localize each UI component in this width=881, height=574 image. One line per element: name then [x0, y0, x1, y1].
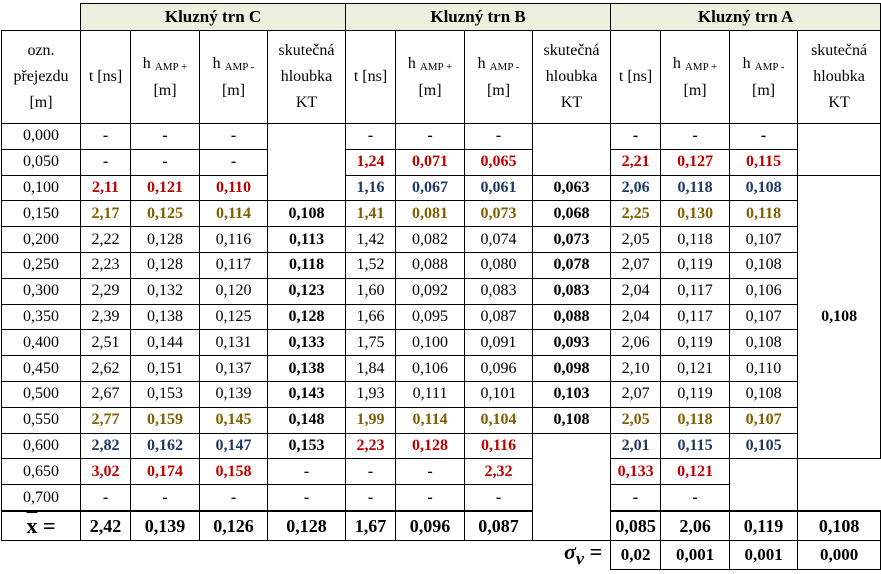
- b-h-amp-plus-cell: 0,088: [396, 252, 465, 278]
- mean-equals: =: [37, 512, 56, 538]
- c-h-amp-plus-cell: 0,151: [131, 356, 200, 382]
- c-h-amp-minus-cell: -: [200, 485, 268, 511]
- a-sigma-cell: 0,001: [661, 540, 730, 569]
- h-symbol: h: [407, 54, 416, 72]
- sigma-symbol: σ: [564, 540, 576, 564]
- b-h-amp-plus-cell: -: [346, 485, 396, 511]
- table-row: [2, 304, 881, 330]
- table-row: [2, 201, 881, 227]
- a-h-amp-minus-cell: 0,121: [661, 459, 730, 485]
- a-t-cell: -: [611, 124, 661, 150]
- t-header: t [ns]: [81, 31, 131, 124]
- b-h-amp-minus-cell: 0,074: [465, 227, 533, 253]
- a-h-amp-plus-cell: 0,117: [661, 278, 730, 304]
- h-amp-minus-header: [465, 31, 533, 124]
- a-t-cell: 2,06: [611, 175, 661, 201]
- ozn-cell: 0,150: [2, 201, 81, 227]
- c-h-amp-minus-cell: 0,158: [200, 459, 268, 485]
- a-h-amp-minus-cell: 0,107: [730, 407, 798, 433]
- c-h-amp-minus-cell: 0,120: [200, 278, 268, 304]
- header-line: ozn.: [27, 42, 55, 59]
- header-line: hloubka: [813, 68, 865, 85]
- header-line: [m]: [29, 94, 53, 111]
- c-h-amp-minus-cell: 0,137: [200, 356, 268, 382]
- c-t-cell: 3,02: [81, 459, 131, 485]
- b-h-amp-minus-cell: 0,091: [465, 330, 533, 356]
- b-h-amp-plus-cell: -: [396, 124, 465, 150]
- b-h-amp-minus-cell: 0,101: [465, 381, 533, 407]
- header-line: hloubka: [545, 68, 598, 85]
- a-sigma-cell: 0,02: [611, 540, 661, 569]
- c-mean-cell: 0,128: [268, 511, 346, 541]
- c-h-amp-plus-cell: 0,138: [131, 304, 200, 330]
- a-t-cell: 2,05: [611, 407, 661, 433]
- b-h-amp-plus-cell: 0,100: [396, 330, 465, 356]
- ozn-cell: 0,300: [2, 278, 81, 304]
- a-sigma-cell: 0,001: [730, 540, 798, 569]
- h-amp-plus-header: [661, 31, 730, 124]
- a-h-amp-minus-cell: 0,108: [730, 175, 798, 201]
- b-h-amp-plus-cell: 0,081: [396, 201, 465, 227]
- table-row: [2, 356, 881, 382]
- c-h-amp-plus-cell: 0,125: [131, 201, 200, 227]
- a-h-amp-minus-cell: -: [730, 124, 798, 150]
- a-t-cell: 2,07: [611, 381, 661, 407]
- c-h-amp-plus-cell: 0,162: [131, 433, 200, 459]
- c-h-amp-plus-cell: -: [131, 485, 200, 511]
- a-h-amp-minus-cell: 0,106: [730, 278, 798, 304]
- h-amp-minus-header: [200, 31, 268, 124]
- sigma-label: [465, 540, 611, 569]
- a-h-amp-plus-cell: -: [661, 124, 730, 150]
- c-t-cell: -: [81, 149, 131, 175]
- c-mean-cell: 0,126: [200, 511, 268, 541]
- c-h-amp-plus-cell: -: [131, 149, 200, 175]
- b-kt-cell: 0,063: [533, 175, 611, 201]
- table-row: [2, 252, 881, 278]
- c-h-amp-minus-cell: 0,131: [200, 330, 268, 356]
- c-h-amp-minus-cell: -: [200, 124, 268, 150]
- ozn-cell: 0,500: [2, 381, 81, 407]
- header-line: skutečná: [278, 42, 335, 59]
- c-t-cell: 2,29: [81, 278, 131, 304]
- sigma-row: [2, 540, 881, 569]
- h-amp-plus-header: [131, 31, 200, 124]
- c-h-amp-minus-cell: 0,110: [200, 175, 268, 201]
- a-t-cell: 2,10: [611, 356, 661, 382]
- b-h-amp-minus-cell: 0,061: [465, 175, 533, 201]
- b-mean-cell: 0,096: [396, 511, 465, 541]
- a-mean-cell: 2,06: [661, 511, 730, 541]
- b-h-amp-plus-cell: 0,106: [396, 356, 465, 382]
- ozn-cell: 0,550: [2, 407, 81, 433]
- b-h-amp-plus-cell: 0,071: [396, 149, 465, 175]
- h-subscript: AMP -: [224, 60, 255, 73]
- b-t-cell: 1,60: [346, 278, 396, 304]
- b-kt-cell: 0,083: [533, 278, 611, 304]
- c-t-cell: 2,11: [81, 175, 131, 201]
- empty-corner: [2, 4, 81, 31]
- a-h-amp-minus-cell: 0,108: [730, 252, 798, 278]
- c-kt-cell: 0,153: [268, 433, 346, 459]
- b-h-amp-minus-cell: -: [396, 485, 465, 511]
- a-sigma-cell: 0,000: [798, 540, 881, 569]
- group-b-header: Kluzný trn B: [346, 4, 611, 31]
- a-t-cell: 2,06: [611, 330, 661, 356]
- a-t-cell: 2,01: [611, 433, 661, 459]
- c-h-amp-minus-cell: 0,114: [200, 201, 268, 227]
- kt-header: [533, 31, 611, 124]
- c-kt-cell: 0,148: [268, 407, 346, 433]
- b-t-cell: 1,99: [346, 407, 396, 433]
- a-t-cell: 2,21: [611, 149, 661, 175]
- h-subscript: AMP +: [154, 60, 188, 73]
- c-t-cell: 2,17: [81, 201, 131, 227]
- table-row: [2, 278, 881, 304]
- c-h-amp-plus-cell: -: [131, 124, 200, 150]
- a-h-amp-minus-cell: 0,105: [730, 433, 798, 459]
- a-h-amp-plus-cell: 0,130: [661, 201, 730, 227]
- b-t-cell: 1,24: [346, 149, 396, 175]
- b-h-amp-minus-cell: 0,083: [465, 278, 533, 304]
- b-t-cell: 1,84: [346, 356, 396, 382]
- header-line: KT: [295, 94, 318, 111]
- t-header: t [ns]: [611, 31, 661, 124]
- c-h-amp-minus-cell: 0,125: [200, 304, 268, 330]
- c-h-amp-minus-cell: 0,117: [200, 252, 268, 278]
- h-symbol: h: [142, 54, 151, 72]
- c-h-amp-minus-cell: 0,147: [200, 433, 268, 459]
- ozn-header: [2, 31, 81, 124]
- table-row: [2, 227, 881, 253]
- b-t-cell: -: [346, 124, 396, 150]
- c-h-amp-plus-cell: 0,153: [131, 381, 200, 407]
- c-h-amp-plus-cell: 0,121: [131, 175, 200, 201]
- a-t-cell: 2,07: [611, 252, 661, 278]
- h-unit: [m]: [752, 81, 776, 99]
- b-h-amp-plus-cell: 0,114: [396, 407, 465, 433]
- b-kt-cell: 0,078: [533, 252, 611, 278]
- b-mean-cell: 0,087: [465, 511, 533, 541]
- b-h-amp-plus-cell: 0,067: [396, 175, 465, 201]
- ozn-cell: 0,000: [2, 124, 81, 150]
- c-t-cell: 2,22: [81, 227, 131, 253]
- b-kt-cell: 0,108: [533, 407, 611, 433]
- c-t-cell: 2,39: [81, 304, 131, 330]
- c-h-amp-plus-cell: 0,174: [131, 459, 200, 485]
- b-kt-empty: [533, 124, 611, 176]
- h-symbol: h: [742, 54, 751, 72]
- a-h-amp-minus-cell: 0,115: [730, 149, 798, 175]
- a-h-amp-plus-cell: 0,133: [611, 459, 661, 485]
- h-unit: [m]: [418, 81, 442, 99]
- b-h-amp-plus-cell: -: [346, 459, 396, 485]
- ozn-cell: 0,100: [2, 175, 81, 201]
- h-subscript: AMP -: [754, 60, 785, 73]
- b-h-amp-minus-cell: -: [396, 459, 465, 485]
- a-h-amp-plus-cell: 0,127: [661, 149, 730, 175]
- c-kt-cell: 0,128: [268, 304, 346, 330]
- a-h-amp-minus-cell: 0,108: [730, 381, 798, 407]
- b-h-amp-minus-cell: 0,096: [465, 356, 533, 382]
- c-t-cell: 2,67: [81, 381, 131, 407]
- b-t-cell: 1,75: [346, 330, 396, 356]
- a-h-amp-plus-cell: 0,115: [661, 433, 730, 459]
- table-row: [2, 459, 881, 485]
- group-a-header: Kluzný trn A: [611, 4, 881, 31]
- b-h-amp-minus-cell: 0,104: [465, 407, 533, 433]
- b-t-cell: 1,42: [346, 227, 396, 253]
- c-kt-cell: 0,118: [268, 252, 346, 278]
- mean-row: [2, 511, 881, 541]
- sigma-blank: [2, 540, 465, 569]
- a-t-cell: -: [465, 485, 533, 511]
- b-t-cell: 1,93: [346, 381, 396, 407]
- b-h-amp-plus-cell: 0,082: [396, 227, 465, 253]
- a-t-cell: 2,05: [611, 227, 661, 253]
- c-t-cell: 2,77: [81, 407, 131, 433]
- ozn-cell: 0,650: [2, 459, 81, 485]
- b-t-cell: -: [268, 459, 346, 485]
- b-kt-cell: 0,068: [533, 201, 611, 227]
- c-t-cell: -: [81, 124, 131, 150]
- kt-header: [798, 31, 881, 124]
- b-kt-cell: 0,103: [533, 381, 611, 407]
- t-header: t [ns]: [346, 31, 396, 124]
- a-h-amp-minus-cell: 0,118: [730, 201, 798, 227]
- h-amp-plus-header: [396, 31, 465, 124]
- table-row: [2, 407, 881, 433]
- header-line: KT: [828, 94, 850, 111]
- a-h-amp-plus-cell: 0,118: [661, 227, 730, 253]
- c-kt-cell: 0,123: [268, 278, 346, 304]
- mean-label: [2, 511, 81, 541]
- a-t-cell: 2,25: [611, 201, 661, 227]
- table-row: [2, 175, 881, 201]
- sigma-equals: =: [584, 540, 603, 564]
- b-h-amp-minus-cell: 0,087: [465, 304, 533, 330]
- a-t-cell: 2,32: [465, 459, 533, 485]
- a-h-amp-minus-cell: 0,108: [730, 330, 798, 356]
- a-kt-empty: [798, 124, 881, 176]
- table-row: [2, 149, 881, 175]
- a-h-amp-plus-cell: 0,118: [661, 175, 730, 201]
- h-unit: [m]: [221, 81, 246, 99]
- c-h-amp-plus-cell: 0,159: [131, 407, 200, 433]
- c-kt-cell: 0,108: [268, 201, 346, 227]
- a-t-cell: 2,04: [611, 304, 661, 330]
- c-h-amp-plus-cell: 0,144: [131, 330, 200, 356]
- a-h-amp-plus-cell: 0,117: [661, 304, 730, 330]
- table-row: [2, 330, 881, 356]
- b-t-cell: 1,52: [346, 252, 396, 278]
- a-mean-cell: 0,108: [798, 511, 881, 541]
- b-h-amp-minus-cell: 0,116: [465, 433, 533, 459]
- header-line: skutečná: [543, 42, 600, 59]
- c-t-cell: 2,62: [81, 356, 131, 382]
- c-t-cell: 2,51: [81, 330, 131, 356]
- b-t-cell: -: [268, 485, 346, 511]
- table-row: [2, 124, 881, 150]
- h-subscript: AMP -: [489, 60, 520, 73]
- a-h-amp-plus-cell: 0,119: [661, 381, 730, 407]
- h-symbol: h: [212, 54, 221, 72]
- a-h-amp-plus-cell: 0,121: [661, 356, 730, 382]
- b-h-amp-plus-cell: 0,111: [396, 381, 465, 407]
- header-line: skutečná: [811, 42, 868, 59]
- c-kt-cell: 0,133: [268, 330, 346, 356]
- c-mean-cell: 0,139: [131, 511, 200, 541]
- a-h-amp-plus-cell: 0,118: [661, 407, 730, 433]
- b-mean-cell: 0,085: [611, 511, 661, 541]
- h-unit: [m]: [486, 81, 511, 99]
- header-line: přejezdu: [13, 68, 69, 85]
- b-mean-cell: 1,67: [346, 511, 396, 541]
- sigma-subscript: v: [575, 548, 585, 569]
- c-kt-empty: [268, 124, 346, 201]
- ozn-cell: 0,700: [2, 485, 81, 511]
- a-h-amp-minus-cell: 0,107: [730, 227, 798, 253]
- c-h-amp-minus-cell: 0,139: [200, 381, 268, 407]
- header-line: KT: [560, 94, 583, 111]
- b-h-amp-plus-cell: 0,095: [396, 304, 465, 330]
- c-h-amp-plus-cell: 0,128: [131, 252, 200, 278]
- b-kt-cell: 0,073: [533, 227, 611, 253]
- column-header-row: [2, 31, 881, 124]
- b-h-amp-minus-cell: 0,073: [465, 201, 533, 227]
- c-h-amp-plus-cell: 0,132: [131, 278, 200, 304]
- a-h-amp-minus-cell: -: [661, 485, 730, 511]
- ozn-cell: 0,350: [2, 304, 81, 330]
- c-t-cell: 2,23: [81, 252, 131, 278]
- table-row: [2, 433, 881, 459]
- h-unit: [m]: [153, 81, 177, 99]
- b-t-cell: 2,23: [346, 433, 396, 459]
- measurement-table: [1, 3, 881, 570]
- b-t-cell: 1,41: [346, 201, 396, 227]
- c-kt-cell: 0,138: [268, 356, 346, 382]
- c-t-cell: -: [81, 485, 131, 511]
- a-kt-cell: 0,108: [798, 175, 881, 459]
- b-t-cell: 1,66: [346, 304, 396, 330]
- a-h-amp-plus-cell: 0,119: [661, 252, 730, 278]
- c-mean-cell: 2,42: [81, 511, 131, 541]
- b-kt-cell: 0,098: [533, 356, 611, 382]
- group-c-header: Kluzný trn C: [81, 4, 346, 31]
- a-mean-cell: 0,119: [730, 511, 798, 541]
- b-h-amp-minus-cell: 0,080: [465, 252, 533, 278]
- ozn-cell: 0,600: [2, 433, 81, 459]
- b-h-amp-minus-cell: -: [465, 124, 533, 150]
- ozn-cell: 0,050: [2, 149, 81, 175]
- h-subscript: AMP +: [684, 60, 718, 73]
- kt-header: [268, 31, 346, 124]
- group-header-row: [2, 4, 881, 31]
- b-t-cell: 1,16: [346, 175, 396, 201]
- a-h-amp-minus-cell: 0,110: [730, 356, 798, 382]
- h-amp-minus-header: [730, 31, 798, 124]
- b-h-amp-minus-cell: 0,065: [465, 149, 533, 175]
- ozn-cell: 0,250: [2, 252, 81, 278]
- h-symbol: h: [672, 54, 681, 72]
- b-kt-empty: [533, 433, 611, 540]
- b-kt-cell: 0,088: [533, 304, 611, 330]
- c-h-amp-minus-cell: 0,145: [200, 407, 268, 433]
- a-h-amp-plus-cell: -: [611, 485, 661, 511]
- c-h-amp-minus-cell: -: [200, 149, 268, 175]
- mean-symbol: $\overline{x}$: [26, 512, 38, 538]
- a-kt-empty: [730, 459, 798, 511]
- h-unit: [m]: [683, 81, 707, 99]
- ozn-cell: 0,200: [2, 227, 81, 253]
- ozn-cell: 0,400: [2, 330, 81, 356]
- c-t-cell: 2,82: [81, 433, 131, 459]
- table-row: [2, 381, 881, 407]
- h-subscript: AMP +: [419, 60, 453, 73]
- c-h-amp-plus-cell: 0,128: [131, 227, 200, 253]
- a-t-cell: 2,04: [611, 278, 661, 304]
- c-h-amp-minus-cell: 0,116: [200, 227, 268, 253]
- h-symbol: h: [477, 54, 486, 72]
- c-kt-cell: 0,113: [268, 227, 346, 253]
- b-h-amp-plus-cell: 0,092: [396, 278, 465, 304]
- ozn-cell: 0,450: [2, 356, 81, 382]
- b-kt-cell: 0,093: [533, 330, 611, 356]
- a-h-amp-plus-cell: 0,119: [661, 330, 730, 356]
- a-h-amp-minus-cell: 0,107: [730, 304, 798, 330]
- c-kt-cell: 0,143: [268, 381, 346, 407]
- header-line: hloubka: [280, 68, 333, 85]
- b-h-amp-plus-cell: 0,128: [396, 433, 465, 459]
